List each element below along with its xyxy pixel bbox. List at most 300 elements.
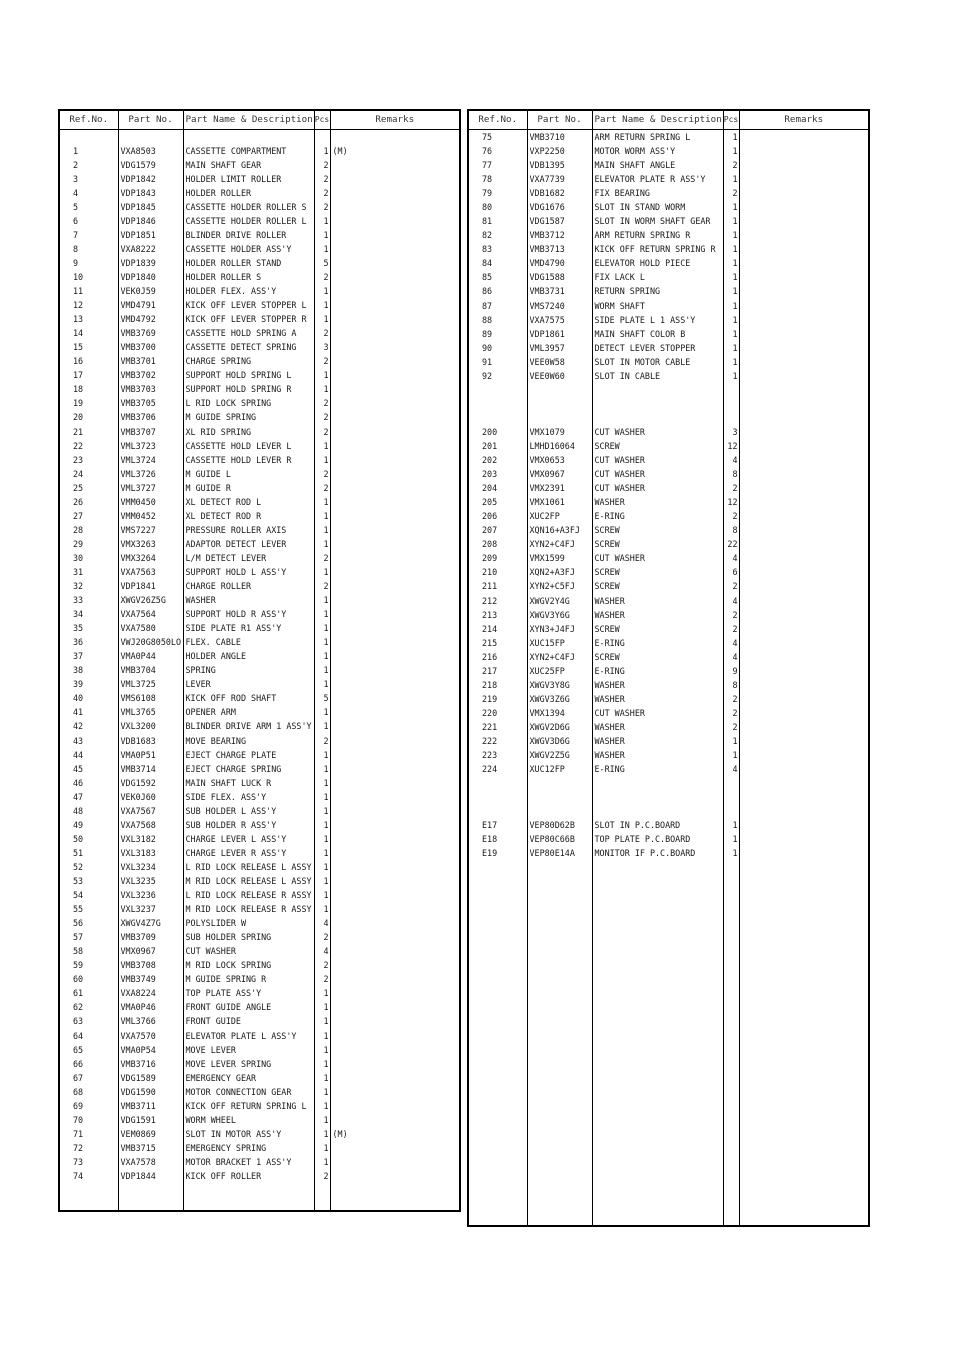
remarks-cell [739, 1212, 869, 1226]
part-no-cell: VEP80C66B [527, 832, 592, 846]
part-name-cell: M RID LOCK SPRING [183, 958, 314, 972]
table-row [468, 748, 869, 762]
part-no-cell: VXA8503 [118, 144, 183, 158]
part-name-cell: M RID LOCK RELEASE L ASSY [183, 874, 314, 888]
part-no-cell: VMX1061 [527, 495, 592, 509]
part-name-cell [592, 1043, 723, 1057]
table-row [468, 509, 869, 523]
part-name-cell: WASHER [592, 678, 723, 692]
pcs-cell: 8 [723, 467, 739, 481]
part-name-cell: CASSETTE HOLDER ASS'Y [183, 242, 314, 256]
table-row [468, 678, 869, 692]
part-no-cell: VDP1861 [527, 327, 592, 341]
table-row [59, 523, 460, 537]
ref-no-cell: 90 [468, 341, 527, 355]
table-row [59, 663, 460, 677]
remarks-cell [739, 1113, 869, 1127]
pcs-cell: 1 [314, 832, 330, 846]
ref-no-cell: 26 [59, 495, 118, 509]
ref-no-cell [468, 383, 527, 397]
ref-no-cell: 53 [59, 874, 118, 888]
pcs-cell: 1 [723, 846, 739, 860]
ref-no-cell: 60 [59, 972, 118, 986]
pcs-cell: 1 [723, 228, 739, 242]
ref-no-cell [468, 945, 527, 959]
ref-no-cell: 86 [468, 284, 527, 298]
table-row [59, 607, 460, 621]
ref-no-cell: 35 [59, 621, 118, 635]
remarks-cell [330, 1113, 460, 1127]
ref-no-cell: 16 [59, 354, 118, 368]
remarks-cell [330, 354, 460, 368]
table-row [468, 636, 869, 650]
part-no-cell: XWGV3Y6G [527, 608, 592, 622]
remarks-cell [739, 214, 869, 228]
pcs-cell [723, 945, 739, 959]
pcs-cell: 1 [314, 1113, 330, 1127]
part-name-cell [592, 874, 723, 888]
remarks-cell: (M) [330, 144, 460, 158]
part-no-cell [527, 383, 592, 397]
remarks-cell [739, 931, 869, 945]
remarks-cell [739, 748, 869, 762]
table-row [468, 1141, 869, 1155]
remarks-cell [330, 495, 460, 509]
remarks-cell [330, 439, 460, 453]
part-name-cell: SUB HOLDER SPRING [183, 930, 314, 944]
part-no-cell: VML3726 [118, 467, 183, 481]
ref-no-cell: 210 [468, 565, 527, 579]
ref-no-cell [468, 917, 527, 931]
part-name-cell: EJECT CHARGE SPRING [183, 762, 314, 776]
ref-no-cell: 37 [59, 649, 118, 663]
part-name-cell: E-RING [592, 509, 723, 523]
pcs-cell: 1 [723, 214, 739, 228]
remarks-cell [739, 355, 869, 369]
part-no-cell: VEP80E14A [527, 846, 592, 860]
part-no-cell: VMX0653 [527, 453, 592, 467]
ref-no-cell: 78 [468, 172, 527, 186]
remarks-cell [739, 495, 869, 509]
part-name-cell: M GUIDE SPRING R [183, 972, 314, 986]
remarks-cell [330, 130, 460, 144]
remarks-cell [739, 256, 869, 270]
remarks-cell [330, 1169, 460, 1183]
part-no-cell [527, 1141, 592, 1155]
part-name-cell: MAIN SHAFT LUCK R [183, 776, 314, 790]
ref-no-cell: 83 [468, 242, 527, 256]
pcs-cell: 1 [314, 368, 330, 382]
ref-no-cell: 41 [59, 705, 118, 719]
part-no-cell: VDG1591 [118, 1113, 183, 1127]
remarks-cell [739, 130, 869, 145]
table-row [468, 1113, 869, 1127]
table-row [468, 551, 869, 565]
remarks-cell [330, 1183, 460, 1197]
remarks-cell [739, 987, 869, 1001]
ref-no-cell: 46 [59, 776, 118, 790]
table-row [468, 242, 869, 256]
table-row [468, 692, 869, 706]
table-row [59, 242, 460, 256]
pcs-cell: 2 [314, 972, 330, 986]
header-part-name: Part Name & Description [592, 110, 723, 130]
remarks-cell [330, 804, 460, 818]
part-name-cell [592, 959, 723, 973]
remarks-cell [330, 312, 460, 326]
part-name-cell [183, 1197, 314, 1211]
part-no-cell: VDP1840 [118, 270, 183, 284]
pcs-cell: 2 [314, 551, 330, 565]
remarks-cell [739, 622, 869, 636]
table-row [468, 355, 869, 369]
pcs-cell: 1 [723, 818, 739, 832]
table-row [59, 972, 460, 986]
table-row [59, 1183, 460, 1197]
pcs-cell [723, 1001, 739, 1015]
pcs-cell: 2 [314, 354, 330, 368]
ref-no-cell: 68 [59, 1085, 118, 1099]
remarks-cell [330, 705, 460, 719]
part-no-cell [527, 1198, 592, 1212]
ref-no-cell [468, 1043, 527, 1057]
ref-no-cell [468, 1113, 527, 1127]
remarks-cell [330, 1000, 460, 1014]
part-name-cell: FIX LACK L [592, 270, 723, 284]
pcs-cell: 2 [723, 622, 739, 636]
part-name-cell [592, 804, 723, 818]
part-name-cell [592, 1085, 723, 1099]
table-row [468, 214, 869, 228]
pcs-cell: 1 [314, 719, 330, 733]
part-no-cell [527, 1183, 592, 1197]
pcs-cell: 5 [314, 256, 330, 270]
pcs-cell [723, 1029, 739, 1043]
parts-table-right [467, 109, 870, 1227]
table-row [59, 1071, 460, 1085]
table-row [59, 818, 460, 832]
ref-no-cell: 221 [468, 720, 527, 734]
part-no-cell: VXL3183 [118, 846, 183, 860]
table-row [59, 284, 460, 298]
remarks-cell [739, 1155, 869, 1169]
pcs-cell: 1 [314, 818, 330, 832]
pcs-cell [723, 987, 739, 1001]
part-no-cell: VMB3714 [118, 762, 183, 776]
part-no-cell: VMS6108 [118, 691, 183, 705]
pcs-cell: 1 [314, 214, 330, 228]
table-row [59, 312, 460, 326]
ref-no-cell: 19 [59, 396, 118, 410]
part-no-cell [527, 1113, 592, 1127]
part-name-cell: ARM RETURN SPRING L [592, 130, 723, 145]
pcs-cell: 22 [723, 537, 739, 551]
pcs-cell: 1 [314, 453, 330, 467]
part-no-cell: VXA7575 [527, 313, 592, 327]
part-no-cell [527, 1029, 592, 1043]
table-row [59, 860, 460, 874]
part-no-cell: VXA7567 [118, 804, 183, 818]
part-name-cell [592, 1183, 723, 1197]
pcs-cell: 1 [314, 593, 330, 607]
part-name-cell: SPRING [183, 663, 314, 677]
table-row [468, 228, 869, 242]
ref-no-cell: 204 [468, 481, 527, 495]
parts-table-left-body [59, 130, 460, 1212]
remarks-cell [330, 424, 460, 438]
part-name-cell [592, 1141, 723, 1155]
remarks-cell [739, 1071, 869, 1085]
part-no-cell: VXL3237 [118, 902, 183, 916]
table-row [59, 930, 460, 944]
pcs-cell [314, 1183, 330, 1197]
ref-no-cell: 12 [59, 298, 118, 312]
part-name-cell: CHARGE LEVER L ASS'Y [183, 832, 314, 846]
ref-no-cell: 13 [59, 312, 118, 326]
part-no-cell: VMX3263 [118, 537, 183, 551]
table-row [59, 677, 460, 691]
pcs-cell: 2 [723, 720, 739, 734]
part-no-cell [527, 860, 592, 874]
part-name-cell: WASHER [592, 692, 723, 706]
ref-no-cell [468, 397, 527, 411]
remarks-cell [330, 677, 460, 691]
part-name-cell [592, 945, 723, 959]
table-row [468, 762, 869, 776]
part-no-cell [527, 917, 592, 931]
remarks-cell [330, 186, 460, 200]
table-row [59, 537, 460, 551]
ref-no-cell: 22 [59, 439, 118, 453]
ref-no-cell [468, 1155, 527, 1169]
part-no-cell: VMB3701 [118, 354, 183, 368]
part-no-cell: VDG1592 [118, 776, 183, 790]
part-no-cell [527, 790, 592, 804]
remarks-cell [330, 902, 460, 916]
table-row [468, 186, 869, 200]
part-no-cell: VDB1683 [118, 734, 183, 748]
table-row [59, 748, 460, 762]
table-row [468, 650, 869, 664]
pcs-cell: 1 [723, 256, 739, 270]
remarks-cell [739, 888, 869, 902]
remarks-cell [330, 635, 460, 649]
ref-no-cell: 88 [468, 313, 527, 327]
table-row [59, 1043, 460, 1057]
pcs-cell: 1 [314, 439, 330, 453]
table-row [468, 1169, 869, 1183]
part-no-cell: XWGV2Y4G [527, 594, 592, 608]
part-no-cell [527, 1155, 592, 1169]
part-name-cell [592, 1155, 723, 1169]
part-no-cell: VMB3705 [118, 396, 183, 410]
part-name-cell: PRESSURE ROLLER AXIS [183, 523, 314, 537]
pcs-cell: 12 [723, 495, 739, 509]
part-no-cell: XYN2+C4FJ [527, 537, 592, 551]
part-no-cell [527, 1085, 592, 1099]
table-row [59, 1000, 460, 1014]
part-no-cell: VMX0967 [527, 467, 592, 481]
part-name-cell: M RID LOCK RELEASE R ASSY [183, 902, 314, 916]
remarks-cell [739, 903, 869, 917]
ref-no-cell: 71 [59, 1127, 118, 1141]
remarks-cell [330, 930, 460, 944]
remarks-cell [330, 410, 460, 424]
ref-no-cell: 54 [59, 888, 118, 902]
table-row [59, 228, 460, 242]
remarks-cell [739, 383, 869, 397]
table-row [468, 158, 869, 172]
part-no-cell: VMB3709 [118, 930, 183, 944]
pcs-cell: 1 [314, 874, 330, 888]
ref-no-cell: 67 [59, 1071, 118, 1085]
remarks-cell [330, 467, 460, 481]
part-no-cell: VML3727 [118, 481, 183, 495]
remarks-cell [330, 818, 460, 832]
part-name-cell [592, 1198, 723, 1212]
part-name-cell [183, 130, 314, 144]
table-row [468, 1015, 869, 1029]
part-no-cell [527, 1212, 592, 1226]
table-row [59, 298, 460, 312]
part-name-cell: L/M DETECT LEVER [183, 551, 314, 565]
pcs-cell [723, 411, 739, 425]
remarks-cell [739, 762, 869, 776]
part-name-cell: M GUIDE SPRING [183, 410, 314, 424]
part-name-cell: HOLDER ANGLE [183, 649, 314, 663]
part-name-cell: SCREW [592, 565, 723, 579]
part-no-cell: VMS7227 [118, 523, 183, 537]
pcs-cell: 2 [723, 158, 739, 172]
ref-no-cell: 28 [59, 523, 118, 537]
pcs-cell: 1 [723, 299, 739, 313]
table-row [468, 1071, 869, 1085]
pcs-cell: 1 [314, 888, 330, 902]
part-name-cell: KICK OFF ROLLER [183, 1169, 314, 1183]
table-row [59, 846, 460, 860]
remarks-cell [330, 326, 460, 340]
part-no-cell: VMM0452 [118, 509, 183, 523]
ref-no-cell: 213 [468, 608, 527, 622]
ref-no-cell: 27 [59, 509, 118, 523]
ref-no-cell: 39 [59, 677, 118, 691]
ref-no-cell: 72 [59, 1141, 118, 1155]
remarks-cell [330, 214, 460, 228]
part-name-cell [592, 1071, 723, 1085]
part-name-cell: MAIN SHAFT GEAR [183, 158, 314, 172]
ref-no-cell: 81 [468, 214, 527, 228]
remarks-cell [739, 594, 869, 608]
part-no-cell: VMA0P51 [118, 748, 183, 762]
remarks-cell [739, 172, 869, 186]
ref-no-cell: 21 [59, 424, 118, 438]
remarks-cell [739, 1141, 869, 1155]
part-no-cell [527, 804, 592, 818]
ref-no-cell [468, 860, 527, 874]
part-no-cell: VXA7564 [118, 607, 183, 621]
pcs-cell: 1 [723, 200, 739, 214]
part-name-cell: FRONT GUIDE [183, 1014, 314, 1028]
remarks-cell [330, 916, 460, 930]
remarks-cell [330, 158, 460, 172]
ref-no-cell [468, 776, 527, 790]
ref-no-cell: 207 [468, 523, 527, 537]
part-no-cell: VDP1844 [118, 1169, 183, 1183]
remarks-cell [330, 972, 460, 986]
pcs-cell: 1 [314, 846, 330, 860]
table-row [59, 986, 460, 1000]
part-name-cell: RETURN SPRING [592, 284, 723, 298]
remarks-cell [330, 607, 460, 621]
remarks-cell [330, 691, 460, 705]
table-row [468, 130, 869, 145]
pcs-cell: 2 [723, 706, 739, 720]
pcs-cell: 1 [314, 382, 330, 396]
part-no-cell: VMX0967 [118, 944, 183, 958]
table-row [468, 945, 869, 959]
table-row [468, 453, 869, 467]
pcs-cell: 1 [314, 649, 330, 663]
parts-table-right-body [468, 130, 869, 1226]
part-name-cell: CASSETTE HOLD LEVER R [183, 453, 314, 467]
part-name-cell: KICK OFF RETURN SPRING R [592, 242, 723, 256]
table-row [468, 481, 869, 495]
table-row [59, 944, 460, 958]
part-name-cell [592, 973, 723, 987]
ref-no-cell: 31 [59, 565, 118, 579]
remarks-cell [739, 537, 869, 551]
table-row [59, 958, 460, 972]
pcs-cell [723, 1183, 739, 1197]
ref-no-cell: 17 [59, 368, 118, 382]
header-ref-no: Ref.No. [59, 110, 118, 130]
table-row [59, 874, 460, 888]
pcs-cell: 2 [723, 608, 739, 622]
ref-no-cell: 79 [468, 186, 527, 200]
remarks-cell [739, 608, 869, 622]
pcs-cell: 9 [723, 664, 739, 678]
pcs-cell: 4 [314, 944, 330, 958]
pcs-cell: 2 [314, 410, 330, 424]
part-name-cell: SCREW [592, 523, 723, 537]
pcs-cell: 1 [314, 677, 330, 691]
part-name-cell: CASSETTE HOLD LEVER L [183, 439, 314, 453]
ref-no-cell: 3 [59, 172, 118, 186]
pcs-cell [723, 1099, 739, 1113]
ref-no-cell: 201 [468, 439, 527, 453]
header-remarks: Remarks [739, 110, 869, 130]
ref-no-cell: 219 [468, 692, 527, 706]
ref-no-cell: 85 [468, 270, 527, 284]
remarks-cell [739, 397, 869, 411]
table-row [468, 973, 869, 987]
ref-no-cell: 202 [468, 453, 527, 467]
part-no-cell [527, 1043, 592, 1057]
part-name-cell: CUT WASHER [592, 551, 723, 565]
pcs-cell: 1 [314, 790, 330, 804]
part-no-cell: VDB1682 [527, 186, 592, 200]
pcs-cell: 1 [723, 341, 739, 355]
part-name-cell: CUT WASHER [183, 944, 314, 958]
part-no-cell: VMB3707 [118, 424, 183, 438]
ref-no-cell [468, 1057, 527, 1071]
ref-no-cell: 25 [59, 481, 118, 495]
part-no-cell: VXA7739 [527, 172, 592, 186]
remarks-cell [330, 719, 460, 733]
part-no-cell: XUC15FP [527, 636, 592, 650]
part-no-cell: VMX1599 [527, 551, 592, 565]
part-no-cell [527, 1127, 592, 1141]
